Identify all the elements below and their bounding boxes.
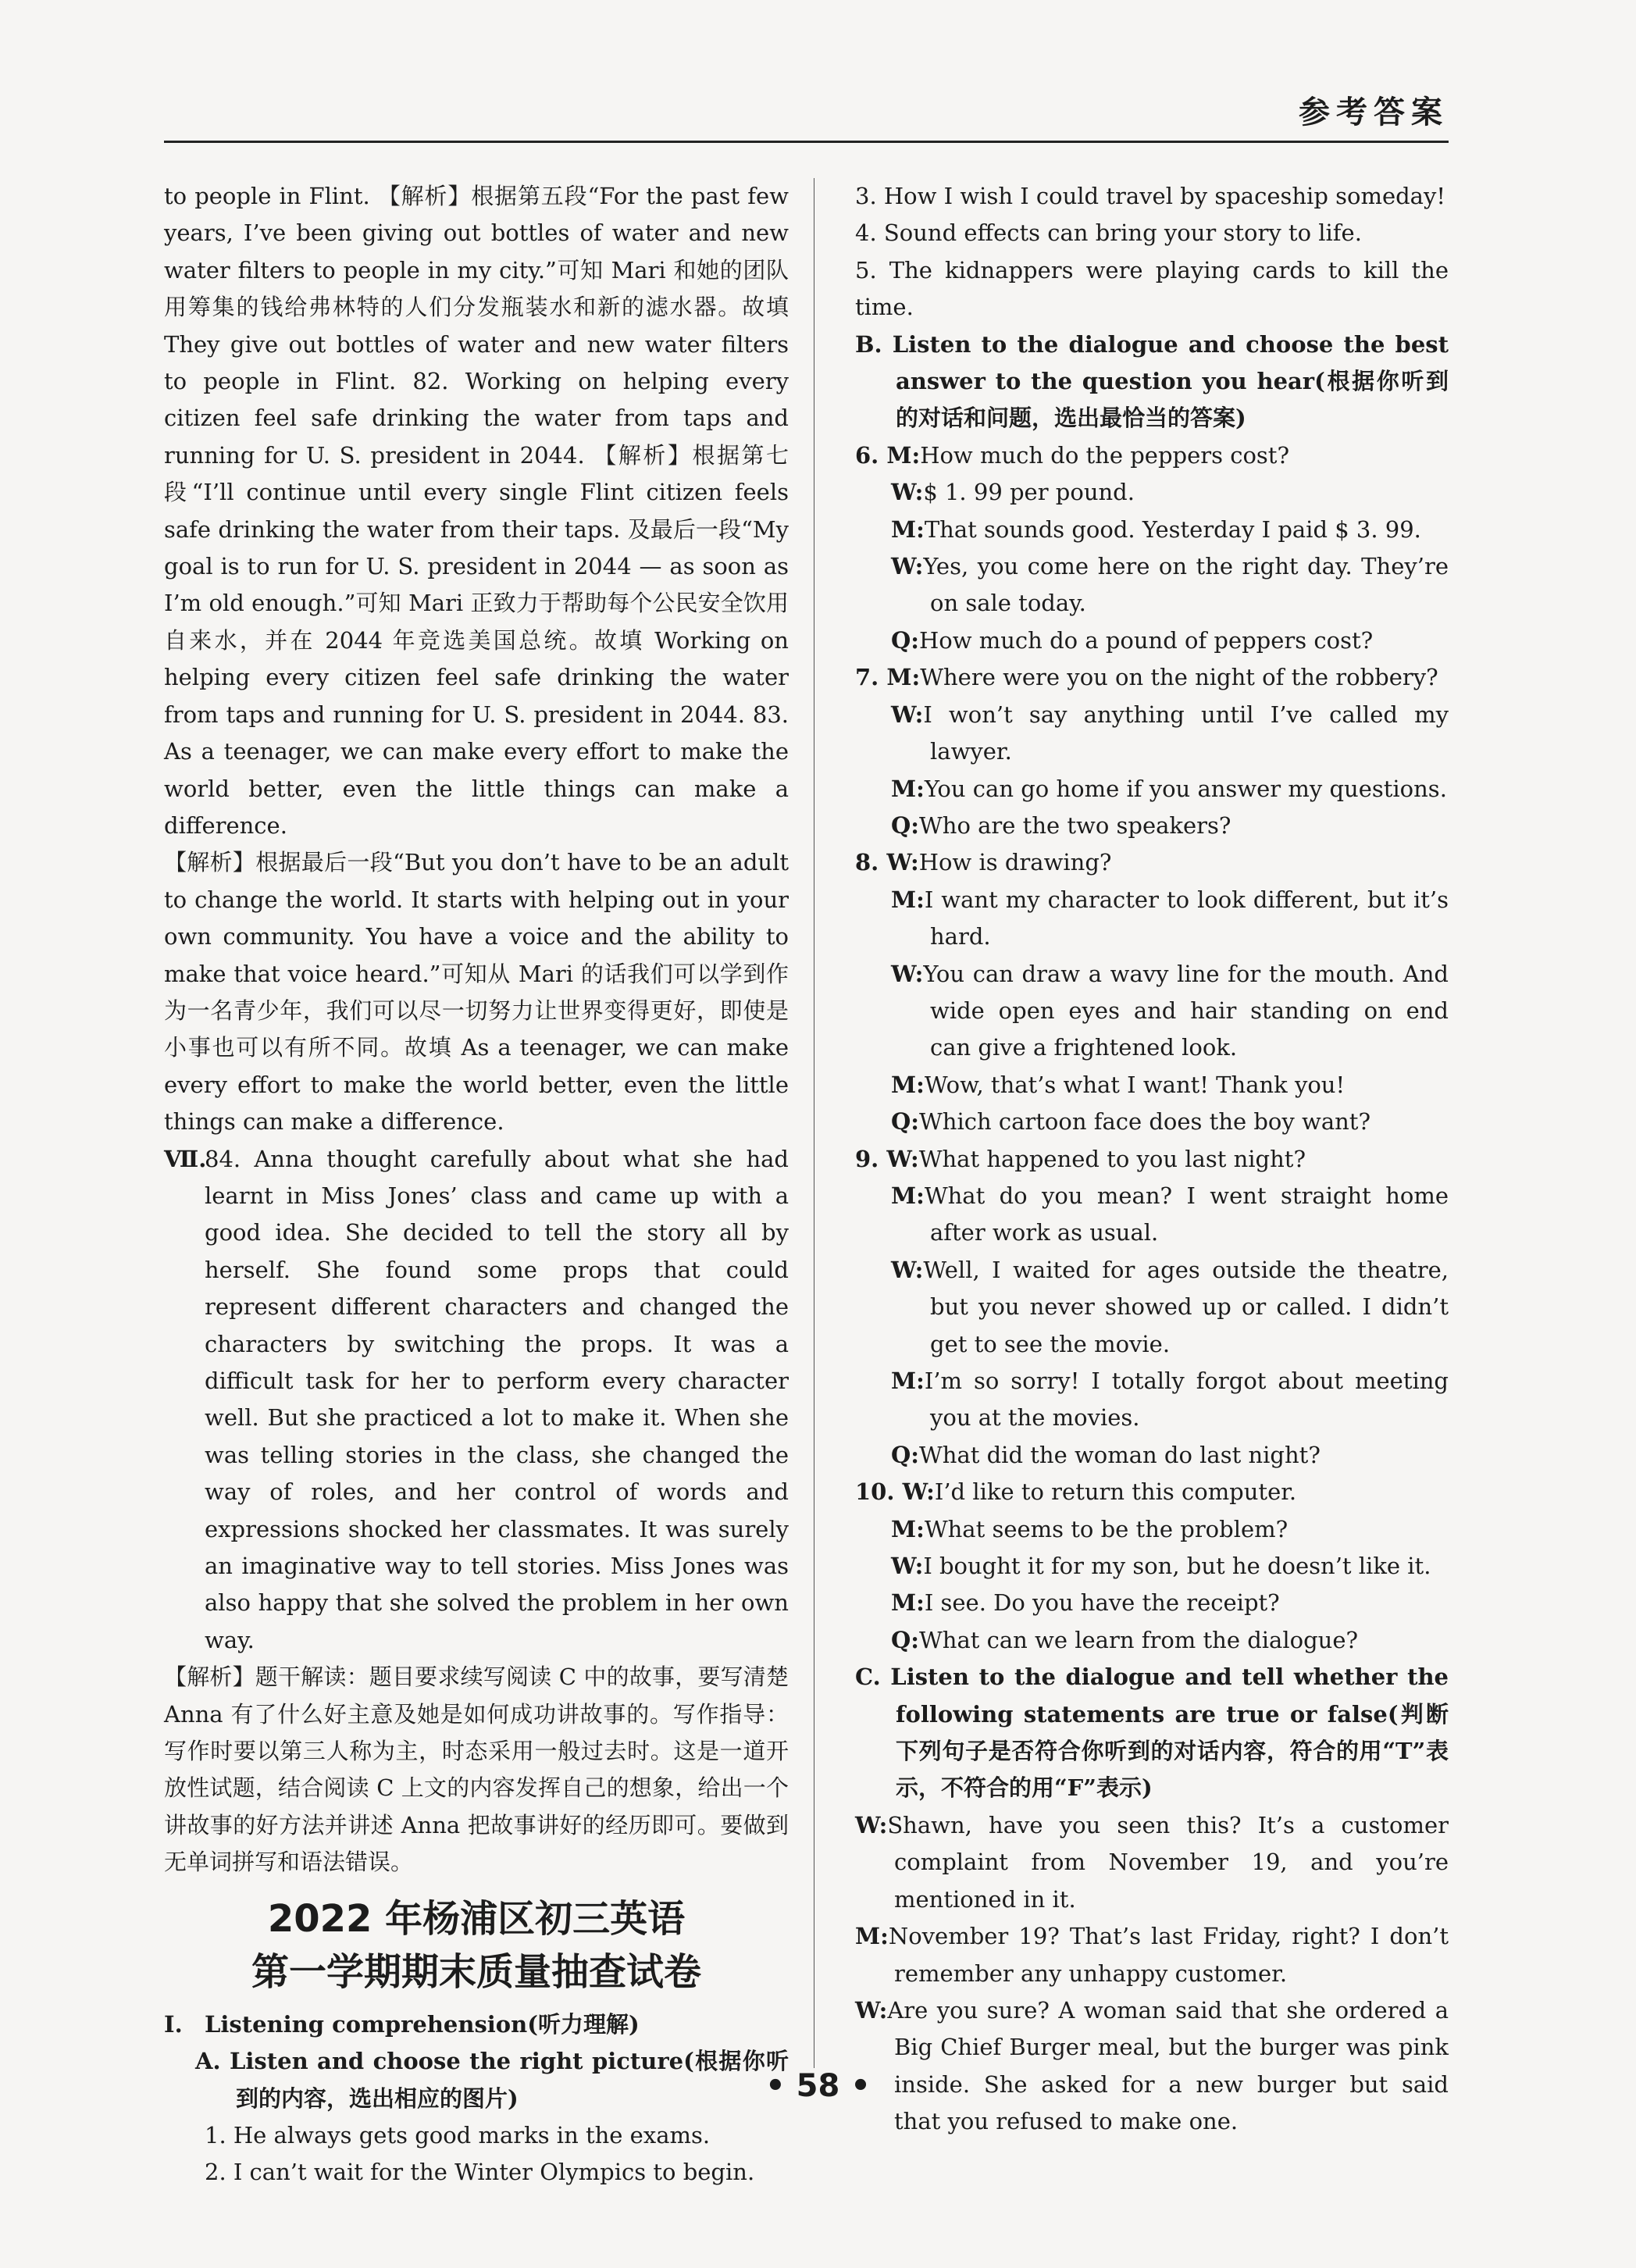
speaker-label: M: <box>891 1071 925 1098</box>
speaker-label: M: <box>891 1515 925 1542</box>
dialogue-line <box>855 882 1449 956</box>
dialogue-line <box>855 1067 1449 1104</box>
dialogue-line <box>855 697 1449 771</box>
dialogue-text: What do you mean? I went straight home after work as usual. <box>924 1182 1449 1246</box>
dialogue-line <box>855 771 1449 808</box>
answer-84-paragraph <box>164 1141 789 1660</box>
page-header-title: 参考答案 <box>1299 94 1449 130</box>
dialogue-text: Who are the two speakers? <box>918 811 1231 839</box>
speaker-label: Q: <box>891 1441 919 1468</box>
part-b-heading: B. Listen to the dialogue and choose the best answer to the question you hear(根据你听到的对话和问题，选出最恰当的答案) <box>855 330 1449 432</box>
speaker-label: W: <box>891 1553 924 1580</box>
dialogue-list <box>855 437 1449 1659</box>
dialogue-line <box>855 1585 1449 1621</box>
dialogue-text: Wow, that’s what I want! Thank you! <box>924 1071 1346 1098</box>
dialogue-text: How much do a pound of peppers cost? <box>918 626 1374 654</box>
dialogue-text: What can we learn from the dialogue? <box>918 1626 1359 1653</box>
dialogue-text: How much do the peppers cost? <box>920 441 1290 469</box>
dialogue-line <box>855 512 1449 548</box>
header-rule <box>164 141 1449 143</box>
dialogue-line <box>855 437 1449 474</box>
speaker-label: M: <box>886 664 921 691</box>
exam-title-line-1: 2022 年杨浦区初三英语 <box>267 1896 686 1941</box>
speaker-label: M: <box>886 441 921 469</box>
dialogue-line <box>855 956 1449 1067</box>
dialogue-text: You can draw a wavy line for the mouth. And wide open eyes and hair standing on end can give a frightened look. <box>923 960 1449 1061</box>
dialogue-line <box>855 1178 1449 1252</box>
question-4: 4. Sound effects can bring your story to life. <box>855 219 1362 247</box>
speaker-label: W: <box>891 960 924 987</box>
dialogue-text: I’m so sorry! I totally forgot about meeting you at the movies. <box>924 1368 1449 1432</box>
answer-83-analysis: 【解析】根据最后一段“But you don’t have to be an adult to change the world. It starts with helping out in your own community. You have a voice and the ability to make that voice heard.”可知从 Mari 的话我们可以学到作为一名青少年，我们可以尽一切努力让世界变得更好，即使是小事也可以有所不同。故填 As a teenager, we can make every effort to make the world better, even the little things can make a difference. <box>164 849 789 1136</box>
answer-84-text: 84. Anna thought carefully about what she had learnt in Miss Jones’ class and came up with a good idea. She decided to tell the story all by herself. She found some props that could represent different characters and changed the characters by switching the props. It was a difficult task for her to perform every character well. But she practiced a lot to make it. When she was telling stories in the class, she changed the way of roles, and her control of words and expressions shocked her classmates. It was surely an imaginative way to tell stories. Miss Jones was also happy that she solved the problem in her own way. <box>205 1145 789 1653</box>
dialogue-text: I want my character to look different, but it’s hard. <box>924 886 1449 950</box>
dialogue-line <box>855 808 1449 844</box>
speaker-label: Q: <box>891 1108 919 1136</box>
section-i-title: Listening comprehension(听力理解) <box>205 2010 640 2038</box>
exam-title <box>164 1892 789 1999</box>
dialogue-line <box>855 1511 1449 1548</box>
question-number: 8. <box>855 849 887 876</box>
conversation-line <box>855 1807 1449 1918</box>
dialogue-line <box>855 622 1449 659</box>
dialogue-line <box>855 1437 1449 1474</box>
conversation-text: Shawn, have you seen this? It’s a customer complaint from November 19, and you’re mentioned in it. <box>887 1811 1449 1913</box>
answer-84-analysis: 【解析】题干解读：题目要求续写阅读 C 中的故事，要写清楚 Anna 有了什么好主意及她是如何成功讲故事的。写作指导：写作时要以第三人称为主，时态采用一般过去时。这是一道开放性试题，结合阅读 C 上文的内容发挥自己的想象，给出一个讲故事的好方法并讲述 Anna 把故事讲好的经历即可。要做到无单词拼写和语法错误。 <box>164 1664 789 1876</box>
speaker-label: Q: <box>891 626 919 654</box>
dialogue-text: Well, I waited for ages outside the theatre, but you never showed up or called. I didn’t get to see the movie. <box>923 1256 1449 1357</box>
question-number: 6. <box>855 441 887 469</box>
dialogue-line <box>855 1363 1449 1437</box>
dialogue-text: I won’t say anything until I’ve called my lawyer. <box>923 701 1449 765</box>
question-5: 5. The kidnappers were playing cards to kill the time. <box>855 256 1449 321</box>
left-column <box>164 178 789 2191</box>
question-3: 3. How I wish I could travel by spaceship someday! <box>855 183 1445 209</box>
speaker-label: W: <box>902 1478 935 1506</box>
dialogue-text: That sounds good. Yesterday I paid $ 3. 99. <box>924 515 1421 543</box>
part-c-heading: C. Listen to the dialogue and tell whether the following statements are true or false(判断下列句子是否符合你听到的对话内容，符合的用“T”表示，不符合的用“F”表示) <box>855 1664 1449 1802</box>
dialogue-text: What seems to be the problem? <box>924 1515 1288 1542</box>
speaker-label: W: <box>891 701 924 728</box>
question-number: 7. <box>855 664 887 691</box>
part-a-heading: A. Listen and choose the right picture(根据你听到的内容，选出相应的图片) <box>195 2048 789 2112</box>
conversation-text: Are you sure? A woman said that she ordered a Big Chief Burger meal, but the burger was pink inside. She asked for a new burger but said that you refused to make one. <box>887 1996 1449 2135</box>
speaker-label: W: <box>891 479 924 506</box>
dialogue-text: $ 1. 99 per pound. <box>923 479 1135 506</box>
dialogue-line <box>855 548 1449 622</box>
speaker-label: M: <box>891 775 925 802</box>
exam-title-line-2: 第一学期期末质量抽查试卷 <box>251 1949 701 1994</box>
speaker-label: M: <box>891 515 925 543</box>
speaker-label: W: <box>891 1256 924 1283</box>
dialogue-text: Which cartoon face does the boy want? <box>918 1108 1370 1136</box>
dialogue-text: How is drawing? <box>918 849 1112 876</box>
dialogue-text: You can go home if you answer my questions. <box>924 775 1447 802</box>
dialogue-line <box>855 1141 1449 1178</box>
conversation-text: November 19? That’s last Friday, right? I don’t remember any unhappy customer. <box>888 1923 1449 1987</box>
speaker-label: W: <box>855 1996 888 2024</box>
speaker-label: Q: <box>891 811 919 839</box>
question-number: 10. <box>855 1478 903 1506</box>
answer-81-83-text: to people in Flint. 【解析】根据第五段“For the past few years, I’ve been giving out bottles of water and new water filters to people in my city.”可知 Mari 和她的团队用筹集的钱给弗林特的人们分发瓶装水和新的滤水器。故填 They give out bottles of water and new water filters to people in Flint. 82. Working on helping every citizen feel safe drinking the water from taps and running for U. S. president in 2044. 【解析】根据第七段“I’ll continue until every single Flint citizen feels safe drinking the water from their taps. 及最后一段“My goal is to run for U. S. president in 2044 — as soon as I’m old enough.”可知 Mari 正致力于帮助每个公民安全饮用自来水，并在 2044 年竞选美国总统。故填 Working on helping every citizen feel safe drinking the water from taps and running for U. S. president in 2044. 83. As a teenager, we can make every effort to make the world better, even the little things can make a difference. <box>164 183 789 839</box>
dialogue-line <box>855 1548 1449 1585</box>
dialogue-line <box>855 1252 1449 1363</box>
speaker-label: M: <box>891 1182 925 1209</box>
dialogue-text: Yes, you come here on the right day. They’re on sale today. <box>923 553 1449 617</box>
dialogue-line <box>855 1622 1449 1659</box>
section-numeral-vii: Ⅶ. <box>164 1145 207 1172</box>
section-i-heading <box>164 2006 789 2043</box>
speaker-label: M: <box>891 1368 925 1394</box>
speaker-label: M: <box>891 886 925 913</box>
conversation-line <box>855 1992 1449 2141</box>
dialogue-line <box>855 844 1449 881</box>
right-column <box>855 178 1449 2141</box>
speaker-label: M: <box>891 1589 925 1617</box>
question-number: 9. <box>855 1145 887 1172</box>
dialogue-text: I’d like to return this computer. <box>934 1478 1297 1506</box>
dialogue-text: What did the woman do last night? <box>918 1441 1321 1468</box>
dialogue-line <box>855 474 1449 511</box>
question-1: 1. He always gets good marks in the exams. <box>205 2121 711 2149</box>
speaker-label: W: <box>886 1145 919 1172</box>
dialogue-line <box>855 1474 1449 1510</box>
dialogue-line <box>855 659 1449 696</box>
speaker-label: Q: <box>891 1626 919 1653</box>
dialogue-text: What happened to you last night? <box>918 1145 1306 1172</box>
question-2: 2. I can’t wait for the Winter Olympics to begin. <box>205 2159 755 2186</box>
conversation-line <box>855 1918 1449 1992</box>
speaker-label: W: <box>855 1811 888 1838</box>
dialogue-text: I bought it for my son, but he doesn’t like it. <box>923 1553 1431 1580</box>
page-number: • 58 • <box>765 2068 871 2104</box>
speaker-label: M: <box>855 1923 889 1950</box>
speaker-label: W: <box>886 849 919 876</box>
section-numeral-i: Ⅰ. <box>164 2010 183 2038</box>
dialogue-line <box>855 1104 1449 1140</box>
dialogue-text: I see. Do you have the receipt? <box>924 1589 1280 1617</box>
speaker-label: W: <box>891 553 924 580</box>
dialogue-text: Where were you on the night of the robbery? <box>920 664 1438 691</box>
